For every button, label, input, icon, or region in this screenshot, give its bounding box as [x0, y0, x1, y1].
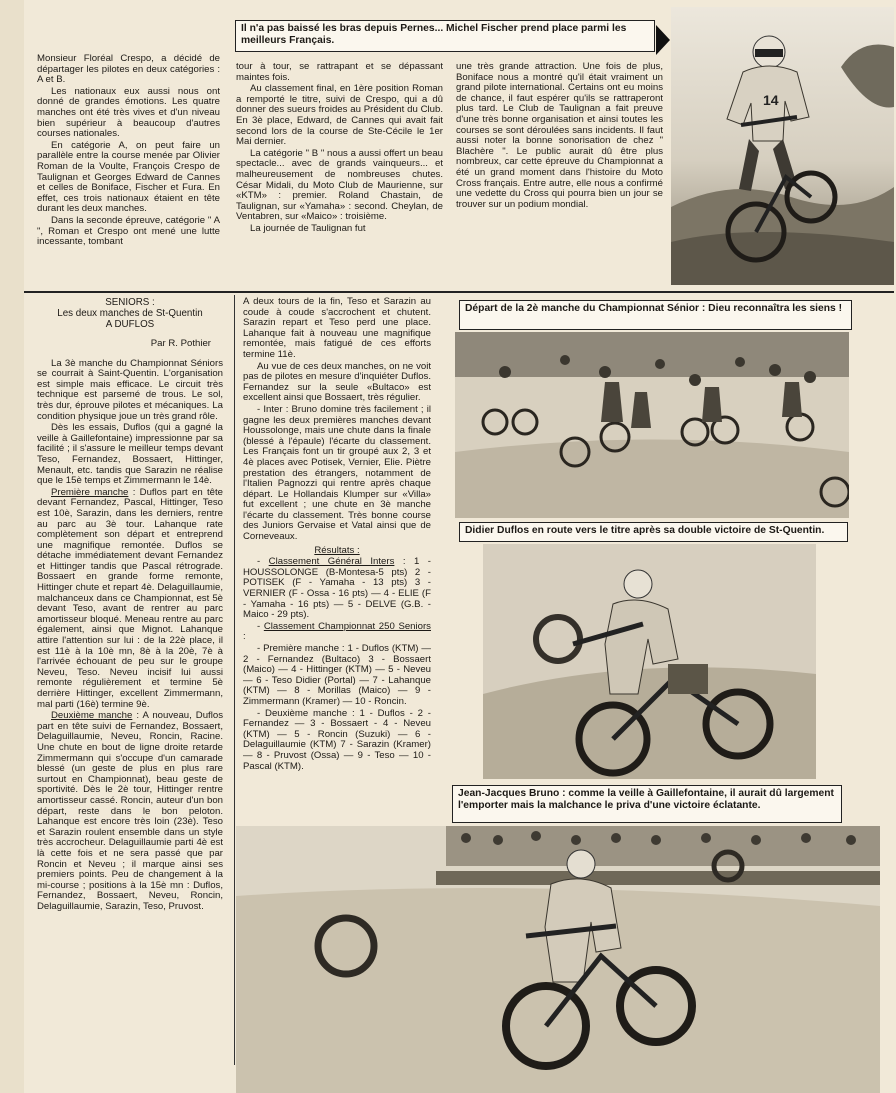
results-label: Classement Général Inters	[268, 556, 395, 568]
seniors-subtitle: Les deux manches de St-Quentin	[57, 308, 203, 319]
seniors-column-2	[243, 297, 431, 773]
caption-start	[459, 300, 852, 330]
paragraph: La journée de Taulignan fut	[250, 222, 366, 234]
top-column-1	[37, 54, 220, 249]
photo-bruno	[236, 826, 880, 1093]
results-second-heat: - Deuxième manche : 1 - Duflos - 2 - Fernandez — 3 - Bossaert - 4 - Neveu (KTM) — 5 - Roncin (Suzuki) — 6 - Delaguillaumie (KTM) 7 - Sarazin (Kramer) — 8 - Pruvost (Ossa) — 9 - Teso — 10 - Pascal (KTM).	[243, 707, 431, 772]
photo-bruno-illustration	[236, 826, 880, 1093]
paragraph: Au vue de ces deux manches, on ne voit pas de pilotes en mesure d'inquiéter Duflos. Fernandez sur la seule «Bultaco» est excellent ainsi que Bossaert, très régulier.	[243, 360, 431, 404]
column-divider	[234, 295, 235, 1065]
photo-start	[455, 332, 849, 518]
caption-arrow	[656, 25, 670, 55]
paragraph: A deux tours de la fin, Teso et Sarazin au coude à coude s'accrochent et chutent. Sarazin repart et Teso perd une place. Lahanque fait à nouveau une magnifique remontée, mais fatigué de ces efforts termine 11è.	[243, 296, 431, 360]
caption-duflos-text: Didier Duflos en route vers le titre après sa double victoire de St-Quentin.	[465, 525, 825, 536]
results-title: Résultats :	[314, 544, 360, 556]
paragraph: tour à tour, se rattrapant et se dépassant maintes fois.	[236, 61, 443, 83]
caption-start-text: Départ de la 2è manche du Championnat Sénior : Dieu reconnaîtra les siens !	[465, 303, 843, 314]
photo-start-illustration	[455, 332, 849, 518]
paragraph: Dès les essais, Duflos (qui a gagné la veille à Gaillefontaine) impressionne par sa facilité ; il s'assure le meilleur temps devant Teso, Fernandez, Bossaert, Hittinger, Menault, etc. tandis que Sarazin ne réalise que le 15è temps et Zimmermann le 14è.	[37, 422, 223, 487]
section-label: Deuxième manche	[51, 710, 133, 722]
results-champ-heading: - Classement Championnat 250 Seniors :	[243, 620, 431, 643]
results-inter: - Classement Général Inters : 1 - HOUSSOLONGE (B-Montesa-5 pts) 2 - POTISEK (F - Yamaha - 13 pts) 3 - VERNIER (F - Ossa - 16 pts) — 4 - ELIE (F - Yamaha - 16 pts) — 5 - DELVE (G.B. - Maico - 29 pts).	[243, 556, 431, 621]
seniors-subtitle-winner: A DUFLOS	[105, 319, 155, 330]
results-text: : 1 - HOUSSOLONGE (B-Montesa-5 pts) 2 - POTISEK (F - Yamaha - 13 pts) 3 - VERNIER (F - Ossa - 16 pts) — 4 - ELIE (F - Yamaha - 16 pts) — 5 - DELVE (G.B. - Maico - 29 pts).	[243, 556, 431, 621]
paragraph: - Inter : Bruno domine très facilement ; il gagne les deux premières manches devant Houssolonge, mais une chute dans la finale (blessé à l'épaule) l'écarte du classement. Les Français font un tir groupé aux 2, 3 et 4è places avec Potisek, Vernier, Elie. Piètre prestation des étrangers, notamment de l'Italien Pagnozzi qui rentre après chaque départ. Le Hollandais Klumper sur «Villa» fut excellent ; une chute en 3è manche l'écarte du classement. Très bonne course des Juniors Gervaise et Vatal ainsi que de Corneveaux.	[243, 403, 431, 543]
section-label: Première manche	[51, 486, 129, 498]
paragraph: La 3è manche du Championnat Séniors se courrait à Saint-Quentin. L'organisation est simple mais efficace. Le circuit très technique est parsemé de trous. Le sol, très dur, éprouve pilotes et mécaniques. La condition physique joue un très grand rôle.	[37, 357, 223, 422]
paragraph: La catégorie " B " nous a aussi offert un beau spectacle... avec de grands vainqueurs... et malheureusement de nombreuses chutes. César Midali, du Moto Club de Maurienne, sur «KTM» : premier. Roland Chastain, de Taulignan, sur «Yamaha» : second. Cheylan, de Ventabren, sur «Maico» : troisième.	[236, 147, 443, 223]
section-divider	[24, 291, 894, 293]
paragraph	[37, 488, 223, 710]
paragraph: Les nationaux eux aussi nous ont donné de grandes émotions. Les quatre manches ont été très vives et d'un niveau bien supérieur à beaucoup d'autres courses nationales.	[37, 85, 220, 140]
top-column-2	[236, 62, 443, 236]
photo-michel-fischer	[671, 7, 894, 285]
page-edge	[0, 0, 24, 1093]
photo-fischer-illustration	[671, 7, 894, 285]
photo-duflos-illustration	[483, 544, 816, 779]
caption-bruno	[452, 785, 842, 823]
photo-duflos	[483, 544, 816, 779]
paragraph-text: : Duflos part en tête devant Fernandez, Pascal, Hittinger, Teso est 10è, Sarazin, dans les derniers, rentre au parc au 3è tour. Lahanque rate complètement son départ et entreprend une magnifique remontée. Duflos se détache immédiatement devant Fernandez et Hittinger tandis que Pascal rétrograde. Bossaert en grande forme remonte, Hittinger chute et repart 4è. Delaguillaumie, malchanceux dans ce Championnat, est 5è devant Teso, avant de rentrer au parc amortisseur bloqué. Meneau rentre au parc également, ainsi que Mignot. Lahanque attire l'attention sur lui : de la 22è place, il est 11è à la 10è mn, 8è à la 20è, 7è à l'arrivée échouant de peu sur le groupe Neveu, Teso. Neveu incisif lui aussi remonte régulièrement et termine 5è derrière Hittinger, excellent Zimmermann, mal parti (16è) termine 9è.	[37, 486, 224, 710]
caption-bruno-text: Jean-Jacques Bruno : comme la veille à Gaillefontaine, il aurait dû largement l'emporter mais la malchance le priva d'une victoire éclatante.	[458, 788, 834, 811]
caption-fischer-text: Il n'a pas baissé les bras depuis Pernes... Michel Fischer prend place parmi les meilleurs Français.	[241, 23, 627, 46]
paragraph: Au classement final, en 1ère position Roman a remporté le titre, suivi de Crespo, qui a dû donner des sueurs froides au Président du Club. En 3è place, Edward, de Cannes qui avait fait second lors de la course de Ste-Cécile le 1er Mai dernier.	[236, 83, 443, 148]
rider-number: 14	[763, 92, 779, 108]
byline: Par R. Pothier	[150, 338, 211, 349]
results-first-heat: - Première manche : 1 - Duflos (KTM) — 2 - Fernandez (Bultaco) 3 - Bossaert (Maico) — 4 - Hittinger (KTM) — 5 - Neveu — 6 - Teso Didier (Portal) — 7 - Lahanque (KTM) — 8 - Morillas (Maico) — 9 - Zimmermann (Kramer) — 10 - Roncin.	[243, 643, 431, 707]
paragraph: Dans la seconde épreuve, catégorie " A ", Roman et Crespo ont mené une lutte incessante, tombant	[37, 214, 220, 248]
paragraph: Monsieur Floréal Crespo, a décidé de départager les pilotes en deux catégories : A et B.	[37, 53, 220, 86]
results-text: :	[243, 631, 246, 643]
top-column-3	[456, 62, 663, 211]
seniors-column-1	[37, 297, 223, 913]
paragraph: En catégorie A, on peut faire un parallèle entre la course menée par Olivier Roman de la Voulte, François Crespo de Taulignan et Georges Edward de Cannes et celles de Boniface, Fischer et Fura. En effet, ces trois nationaux étaient en tête durant les deux manches.	[37, 139, 220, 215]
paragraph	[37, 711, 223, 912]
caption-fischer	[235, 20, 655, 52]
seniors-heading	[37, 297, 223, 330]
paragraph: une très grande attraction. Une fois de plus, Boniface nous a montré qu'il était vraiment un grand pilote international. Certains ont eu moins de chance, il faut espérer qu'ils se rattraperont plus tard. Le Club de Taulignan a fait preuve d'une très bonne organisation et ainsi toutes les courses se sont déroulées sans incidents. Il faut aussi noter la bonne sonorisation de chez " Blachère ". Le public aurait dû être plus nombreux, car cette épreuve du Championnat a été un grand moment dans l'histoire du Moto Cross français. Entre autre, elle nous a confirmé une vedette du Cross qui pourra bien un jour se trouver sur un podium mondial.	[456, 61, 663, 210]
paragraph-text: : A nouveau, Duflos part en tête suivi de Fernandez, Bossaert, Delaguillaumie, Neveu, Roncin, Racine. Une chute en bout de ligne droite retarde Zimmermann qui s'occupe d'un camarade blessé (un geste de plus en plus rare surtout en Championnat), beau geste de sportivité. Dès le 2è tour, Hittinger rentre amortisseur cassé. Roncin, auteur d'un bon départ, reste dans le bon peloton. Lahanque est encore très loin (23è). Teso et Sarazin roulent ensemble dans un style très accrocheur. Delaguillaumie parti 4è est là cette fois et ne sera passé que par Roncin et Neveu ; il marque ainsi ses premiers points. Peu de changement à la mi-course ; positions à la 15è mn : Duflos, Fernandez, Bossaert, Neveu, Roncin, Delaguillaumie, Sarazin, Teso, Pruvost.	[37, 710, 223, 912]
results-label: Classement Championnat 250 Seniors	[263, 620, 431, 632]
seniors-title: SENIORS :	[105, 297, 155, 308]
caption-duflos	[459, 522, 848, 542]
